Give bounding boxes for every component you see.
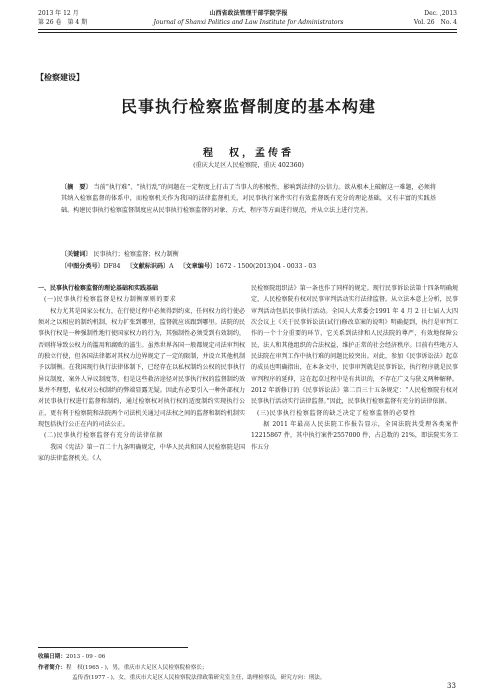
keywords-text: 民事执行；检察监督；权力制衡 <box>93 251 179 258</box>
authors: 程 权，孟传香 <box>203 148 294 159</box>
section-tag: 【检察建设】 <box>36 73 84 82</box>
header-date: 2013 年 12 月 <box>38 10 79 17</box>
classification-line <box>61 261 436 273</box>
article-no-value: 1672 - 1500(2013)04 - 0033 - 03 <box>216 263 317 270</box>
article-title: 民事执行检察监督制度的基本构建 <box>120 97 376 116</box>
author-bio-1: 程 权(1965 - )，男，重庆市大足区人民检察院检察长； <box>65 664 208 671</box>
subsection-heading-3: (三)民事执行检察监督的缺乏决定了检察监督的必要性 <box>257 409 416 417</box>
doc-code-label: 〔文献标识码〕 <box>126 263 170 270</box>
abstract-label: 〔摘 要〕 <box>61 184 92 191</box>
header-rule-thin <box>38 32 457 33</box>
subsection-heading-1: (一)民事执行检察监督是权力制衡原则的要求 <box>44 296 177 304</box>
received-label: 收稿日期： <box>38 654 66 660</box>
header-volume: 第 26 卷 第 4 期 <box>38 19 88 26</box>
header-journal-cn: 山西省政法管理干部学院学报 <box>209 10 288 17</box>
article-no-label: 〔文章编号〕 <box>179 263 217 270</box>
author-bio-line <box>38 663 458 674</box>
header-rule <box>38 29 457 30</box>
paragraph: 民检察院组织法》第一条也作了同样的规定。现行民事诉讼法第十四条明确规定，人民检察院有权对民事审判活动实行法律监督。从立法本意上分析，民事审判活动包括民事执行活动。全国人大常委会1991 年 4 月 2 日七届人大四次会议上《关于民事诉讼法(试行)修改草案的说明》明确提到，执行是审判工作的一个十分重要的环节，它关系到法律和人民法院的尊严，有效地保障公民、法人和其他组织的合法权益，维护正常的社会经济秩序。目前有些地方人民法院在审判工作中执行难的问题比较突出。对此，参加《民事诉讼法》起草的成员也明确指出，在本条文中，民事审判就是民事诉讼，执行程序就是民事审判程序的延伸，这在起草过程中是有共识的，不存在广义与狭义两种解释。2012 年新修订的《民事诉讼法》第二百三十五条规定：“人民检察院有权对民事执行活动实行法律监督。”因此，民事执行检察监督有充分的法律依据。 <box>251 285 458 406</box>
abstract-text: 当前“执行难”、“执行乱”的问题在一定程度上打击了当事人的积极性，影响到法律的公信力。欲从根本上破解这一难题，必须将其纳入检察监督的体系中，而检察机关作为我国的法律监督机关，对民事执行案件实行有效监督既有充分的理论基础，又有丰富的实践基础。构建民事执行检察监督制度应从民事执行检察监督的对象、方式、程序等方面进行规范，并从立法上进行完善。 <box>61 184 437 214</box>
section-heading-1: 一、民事执行检察监督的理论基础和实践基础 <box>38 285 159 292</box>
footnote <box>38 652 458 684</box>
author-bio-2: 孟传香(1977 - )，女，重庆市大足区人民检察院法律政策研究室主任，助理检察员，研究方向：刑法。 <box>72 675 326 682</box>
header-volume-en: Vol. 26 No. 4 <box>413 19 457 26</box>
paragraph: 据 2011 年最高人民法院工作报告显示，全国法院共受理各类案件 12215867 件，其中执行案件2557000 件，占总数的 21%，即法院实务工作五分 <box>251 421 458 451</box>
bio-label: 作者简介： <box>38 664 66 671</box>
right-column <box>251 283 458 453</box>
left-column <box>38 283 245 465</box>
paragraph: 我国《宪法》第一百二十九条明确规定，中华人民共和国人民检察院是国家的法律监督机关。《人 <box>38 443 245 463</box>
header-date-en: Dec. ,2013 <box>424 10 457 17</box>
doc-code-value: A <box>169 263 174 270</box>
clc-value: DF84 <box>103 263 121 270</box>
subsection-heading-2: (二)民事执行检察监督有充分的法律依据 <box>44 432 163 440</box>
keywords-block <box>61 249 436 273</box>
keywords-line <box>61 249 436 261</box>
clc-label: 〔中图分类号〕 <box>61 263 104 270</box>
footnote-rule <box>38 647 188 648</box>
header-journal-en: Journal of Shanxi Politics and Law Institute for Administrators <box>153 19 344 26</box>
page-number: 33 <box>447 682 456 690</box>
affiliation: (重庆大足区人民检察院，重庆 402360) <box>193 162 304 169</box>
abstract <box>61 182 436 216</box>
received-date-line <box>38 652 458 663</box>
keywords-label: 〔关键词〕 <box>61 251 92 258</box>
paragraph: 权力尤其是国家公权力，在行使过程中必须得到约束，任何权力的行使必须对之以相应的制约机制，权力扩张到哪里，监督就应该跟到哪里。法院的民事执行权是一种强制性地行使国家权力的行为，其强制性必须受到有效制约，否则将导致公权力的滥用和腐败的滋生。虽然世界各国一般都规定司法审判权的独立行使，但各国法律都对其权力边界规定了一定的限制，并设立其他机制予以制衡。在我国现行执行法律体制下，已经存在以私权制约公权的民事执行异议制度、案外人异议制度等，但是这些救济途径对民事执行权的监督制约效果并不理想，私权对公权制约的弊端显露无疑。因此有必要引入一种外部权力对民事执行权进行监督和制约，通过检察权对执行权的适度制约实现执行公正，更有利于检察院和法院两个司法机关通过司法权之间的监督和制约机制实现包括执行公正在内的司法公正。 <box>38 307 245 429</box>
received-date: 2013 - 09 - 06 <box>65 654 106 660</box>
